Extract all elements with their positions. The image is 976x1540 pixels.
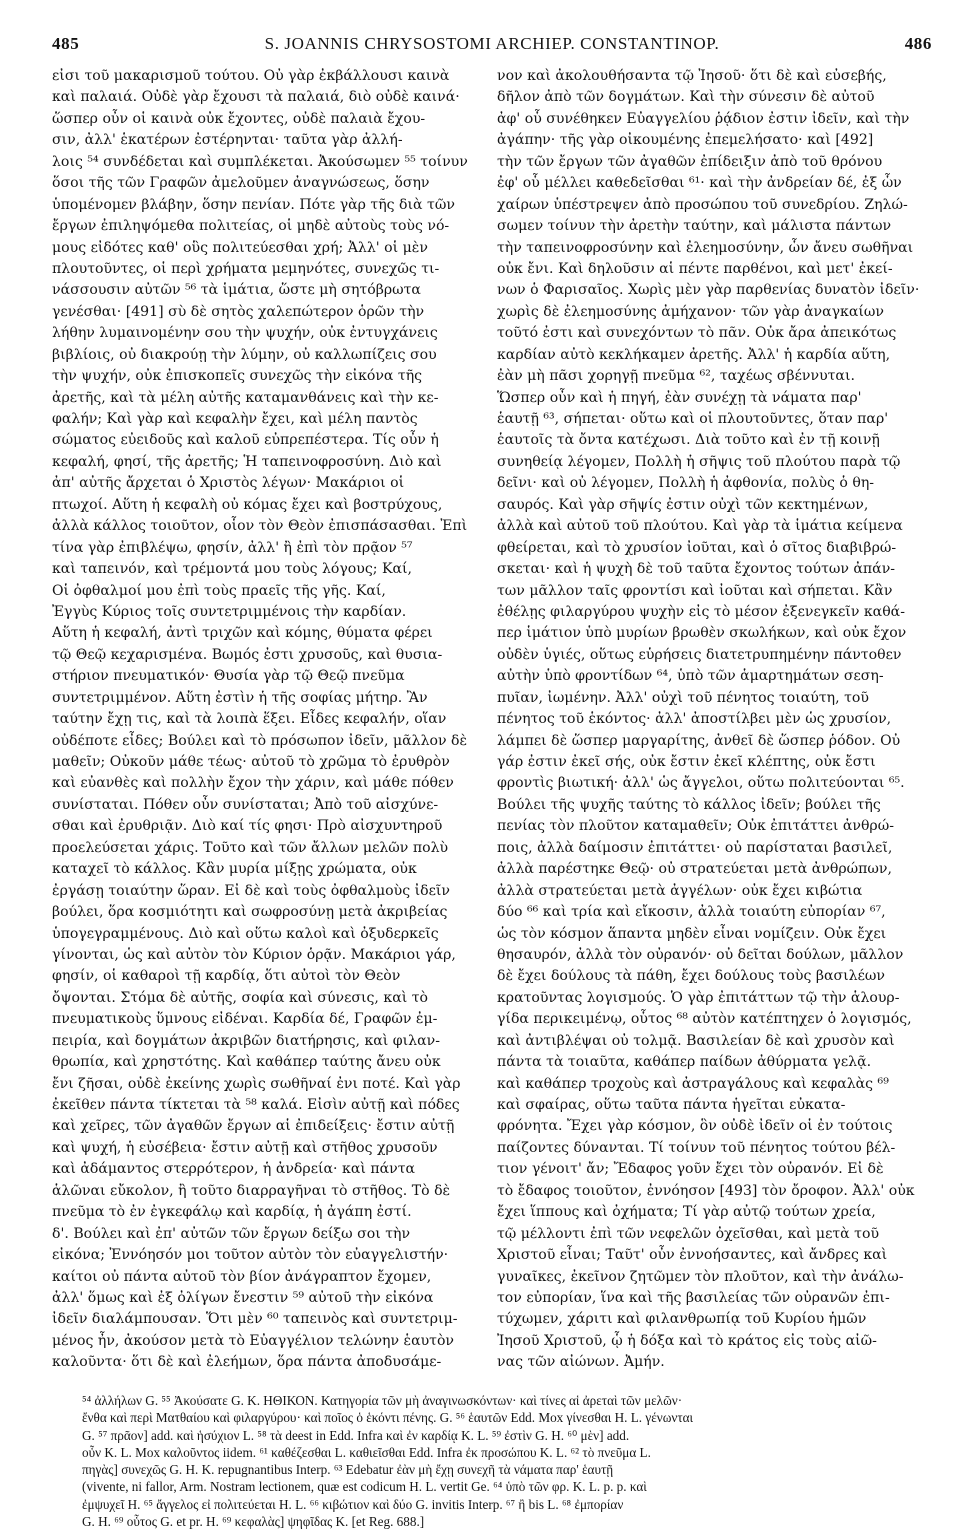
text-line: πενίας τὸν πλοῦτον καταμαθεῖν; Οὐκ ἐπιτάττει ἀνθρώ- <box>497 818 894 835</box>
text-line: ἑαυτοῖς τὰ ὄντα κατέχωσι. Διὰ τοῦτο καὶ ἐν τῇ κοινῇ <box>497 432 880 449</box>
text-line: βιβλίοις, οὐ διακρούῃ τὴν λύμην, οὐ καλλωπίζεις σου <box>52 346 437 363</box>
footnote-line: ἐμψυχεῖ H. ⁶⁵ ἄγγελος εἰ πολιτεύεται H. L. ⁶⁶ κιβώτιον καὶ δύο G. invitis Interp. ⁶⁷ ἢ bis L. ⁶⁸ ἐμπορίαν <box>82 1496 624 1512</box>
text-line: τὴν ψυχήν, οὐκ ἐπισκοπεῖς συνεχῶς τὴν εἰκόνα τῆς <box>52 368 423 385</box>
text-line: Αὕτη ἡ κεφαλή, ἀντὶ τριχῶν καὶ κόμης, θύματα φέρει <box>52 625 433 642</box>
text-line: ὑπογεγραμμένους. Διὸ καὶ οὕτω καλοὶ καὶ ὀξυδερκεῖς <box>52 925 439 942</box>
text-line: πυῖαν, ἰωμένην. Ἀλλ' οὐχὶ τοῦ πένητος τοιαύτη, τοῦ <box>497 689 869 706</box>
text-line: φαλήν; Καὶ γὰρ καὶ κεφαλὴν ἔχει, καὶ μέλη παντὸς <box>52 411 418 427</box>
text-line: ἀλλὰ κάλλος τοιοῦτον, οἷον τὸν Θεὸν ἐπισπάσασθαι. Ἐπὶ <box>52 518 468 535</box>
text-line: Ἐγγὺς Κύριος τοῖς συντετριμμένοις τὴν καρδίαν. <box>52 603 407 620</box>
footnote-line: G. H. ⁶⁹ οὗτος G. et pr. H. ⁶⁹ κεφαλὰς] ψηφῖδας K. [et Reg. 688.] <box>82 1514 425 1530</box>
text-line: συντετριμμένον. Αὕτη ἐστὶν ἡ τῆς σοφίας μήτηρ. Ἂν <box>52 689 428 706</box>
text-line: σιν, ἀλλ' ἑκατέρων ἐστέρηνται· ταῦτα γὰρ ἀλλή- <box>52 132 403 149</box>
text-line: ἁλῶναι εὔκολον, ἢ τοῦτο διαρραγῆναι τὸ στῆθος. Τὸ δὲ <box>52 1182 451 1199</box>
text-line: στήριον πνευματικόν· Θυσία γὰρ τῷ Θεῷ πνεῦμα <box>52 668 405 685</box>
text-line: γενέσθαι· [491] σὺ δὲ σητὸς χαλεπώτερον ὁρῶν τὴν <box>52 303 425 320</box>
text-line: τιον γένοιτ' ἄν; Ἔδαφος γοῦν ἔχει τὸν οὐρανόν. Εἰ δὲ <box>497 1161 884 1178</box>
text-line: γυναῖκες, ἐκεῖνον ζητῶμεν τὸν πλοῦτον, καὶ τὴν ἀνάλω- <box>497 1268 904 1285</box>
text-line: τύχωμεν, χάριτι καὶ φιλανθρωπίᾳ τοῦ Κυρίου ἡμῶν <box>497 1311 867 1328</box>
footnote-line: οὖν K. L. Mox καλοῦντος iidem. ⁶¹ καθέζεσθαι L. καθιεῖσθαι Edd. Infra ἐκ προσώπου K. L. ⁶² τὸ πνεῦμα L. <box>82 1444 651 1460</box>
text-line: καταχεῖ τὸ κάλλος. Κἂν μυρία μίξῃς χρώματα, οὐκ <box>52 861 417 878</box>
text-line: σωμεν τοίνυν τὴν ἀρετὴν ταύτην, καὶ μάλιστα πάντων <box>497 218 892 235</box>
text-line: καίτοι οὐ πάντα αὐτοῦ τὸν βίον ἀνάγραπτον ἔχομεν, <box>52 1268 432 1285</box>
text-line: κρατοῦντας λογισμούς. Ὁ γὰρ ἐπιτάττων τῷ τὴν ἁλουρ- <box>497 989 900 1006</box>
running-head <box>52 34 932 60</box>
text-line: συνηθείᾳ λέγομεν, Πολλὴ ἡ σῆψις τοῦ πλούτου παρὰ τῷ <box>497 453 901 470</box>
text-line: καλοῦντα· ὅτι δὲ καὶ ἐλεήμων, ὅρα πάντα ἀποδυσάμε- <box>52 1354 442 1371</box>
text-line: πνεῦμα τὸ ἐν ἐγκεφάλῳ καὶ καρδίᾳ, ἡ ἀγάπη ἐστί. <box>52 1204 412 1221</box>
text-line: νον καὶ ἀκολουθήσαντα τῷ Ἰησοῦ· ὅτι δὲ καὶ εὐσεβής, <box>497 68 887 84</box>
text-line: φησίν, οἱ καθαροὶ τῇ καρδίᾳ, ὅτι αὐτοὶ τὸν Θεὸν <box>52 968 401 985</box>
text-line: ἐὰν μὴ πᾶσι χορηγῇ πνεῦμα ⁶², ταχέως σβέννυται. <box>497 368 855 385</box>
text-line: τοῦτό ἐστι καὶ συνεχόντων τὸ πᾶν. Οὐκ ἄρα ἀπεικότως <box>497 325 897 342</box>
text-line: πειρία, καὶ δογμάτων ἀκριβῶν διατήρησις, καὶ φιλαν- <box>52 1032 440 1049</box>
text-line: καὶ ἀδάμαντος στερρότερον, ἡ ἀνδρεία· καὶ πάντα <box>52 1161 416 1178</box>
text-line: ὡς τὸν κόσμον ἅπαντα μηδὲν εἶναι νομίζειν. Οὐκ ἔχει <box>497 925 887 942</box>
text-line: ταύτην ἔχῃ τις, καὶ τὰ λοιπὰ ἕξει. Εἶδες κεφαλήν, οἵαν <box>52 711 447 728</box>
page-number-left: 485 <box>52 34 80 53</box>
text-line: Ὥσπερ οὖν καὶ ἡ πηγή, ἐὰν συνέχῃ τὰ νάματα παρ' <box>497 389 862 406</box>
text-line: εἰσι τοῦ μακαρισμοῦ τούτου. Οὐ γὰρ ἐκβάλλουσι καινὰ <box>52 68 450 84</box>
text-line: γίνονται, ὡς καὶ αὐτὸν τὸν Κύριον ὁρᾷν. Μακάριοι γάρ, <box>52 946 456 963</box>
text-line: καὶ ἀντιβλέψαι οὐ τολμᾷ. Βασιλείαν δὲ καὶ χρυσὸν καὶ <box>497 1032 895 1049</box>
text-line: φρόνητα. Ἔχει γὰρ κόσμον, ὃν οὐδὲ ἰδεῖν οἱ ἐν τούτοις <box>497 1118 893 1135</box>
text-line: καὶ χεῖρες, τῶν ἀγαθῶν ἔργων αἱ ἐπιδείξεις· ἔστιν αὐτῇ <box>52 1118 455 1135</box>
page-number-right: 486 <box>904 34 932 53</box>
text-line: λήθην λυμαινομένην σου τὴν ψυχήν, οὐκ ἐντυγχάνεις <box>52 325 438 342</box>
text-line: ἐκεῖθεν πάντα τίκτεται τὰ ⁵⁸ καλά. Εἰσὶν αὐτῇ καὶ πόδες <box>52 1097 460 1113</box>
text-line: καὶ εὐανθὲς καὶ πολλὴν ἔχον τὴν χάριν, καὶ μάθε πόθεν <box>52 775 454 792</box>
text-line: συνίσταται. Πόθεν οὖν συνίσταται; Ἀπὸ τοῦ αἰσχύνε- <box>52 796 439 813</box>
text-line: ἀλλὰ στρατεύεται μετὰ ἀγγέλων· οὐκ ἔχει κιβώτια <box>497 882 863 899</box>
text-line: καὶ ψυχή, ἡ εὐσέβεια· ἔστιν αὐτῇ καὶ στῆθος χρυσοῦν <box>52 1139 438 1156</box>
text-line: λάμπει δὲ ὥσπερ μαργαρίτης, ἀνθεῖ δὲ ὥσπερ ῥόδον. Οὐ <box>497 732 901 749</box>
text-line: δῆλον ἀπὸ τῶν δογμάτων. Καὶ τὴν σύνεσιν δὲ αὐτοῦ <box>497 89 875 106</box>
footnote-line: (vivente, ni fallor, Arm. Nostram lectionem, quæ est codicum H. L. vertit Ge. ⁶⁴ ὑπὸ τῶν φρ. K. L. p. p. καὶ <box>82 1479 647 1495</box>
text-line: χαίρων ὑπέστρεψεν ἀπὸ προσώπου τοῦ συνεδρίου. Ζηλώ- <box>497 196 908 213</box>
text-line: αὐτὴν ὑπὸ φροντίδων ⁶⁴, ὑπὸ τῶν ἁμαρτημάτων σεση- <box>497 668 884 685</box>
text-line: θησαυρόν, ἀλλὰ τὸν οὐρανόν· οὐ δεῖται δούλων, μᾶλλον <box>497 946 904 963</box>
text-line: ποις, ἀλλὰ δαίμοσιν ἐπιτάττει· οὐ παρίσταται βασιλεῖ, <box>497 839 893 856</box>
text-line: εἰκόνα; Ἐννόησόν μοι τοῦτον αὐτὸν τὸν εὐαγγελιστήν· <box>52 1247 449 1264</box>
text-line: ὥσπερ οὖν οἱ καινὰ οὐκ ἔχοντες, οὐδὲ παλαιὰ ἔχου- <box>52 110 426 127</box>
text-column-left <box>52 66 480 1396</box>
text-line: νων ὁ Φαρισαῖος. Χωρὶς μὲν γὰρ παρθενίας δυνατὸν ἰδεῖν· <box>497 282 920 299</box>
text-line: μένος ἦν, ἀκούσον μετὰ τὸ Εὐαγγέλιον τελώνην ἑαυτὸν <box>52 1332 455 1349</box>
text-line: τὴν ταπεινοφροσύνην καὶ ἐλεημοσύνην, ὧν ἄνευ σωθῆναι <box>497 239 914 256</box>
text-line: τῷ Θεῷ κεχαρισμένα. Βωμός ἐστι χρυσοῦς, καὶ θυσια- <box>52 646 443 663</box>
text-line: παίζοντες δύνανται. Τί τοίνυν τοῦ πένητος τούτου βέλ- <box>497 1139 896 1156</box>
text-line: τίνα γὰρ ἐπιβλέψω, φησίν, ἀλλ' ἢ ἐπὶ τὸν πρᾷον ⁵⁷ <box>52 539 413 556</box>
text-line: Βούλει τῆς ψυχῆς ταύτης τὸ κάλλος ἰδεῖν; βούλει τῆς <box>497 796 881 813</box>
text-line: ἐθέλῃς φιλαργύρου ψυχὴν εἰς τὸ μέσον ἐξενεγκεῖν καθά- <box>497 603 905 620</box>
text-line: νάσσουσιν αὐτῶν ⁵⁶ τὰ ἱμάτια, ὥστε μὴ σητόβρωτα <box>52 282 421 299</box>
footnote-line: ἔνθα καὶ περὶ Ματθαίου καὶ φιλαργύρου· καὶ ποῖος ὁ ἑκόντι πένης. G. ⁵⁶ ἑαυτῶν Edd. Mox γίνεσθαι H. L. γένωνται <box>82 1410 694 1426</box>
text-line: ἔργων ἐπιληψόμεθα πολιτείας, οἱ μηδὲ αὐτοὺς τοὺς νό- <box>52 218 450 235</box>
text-line: σθαι καὶ ἐρυθριᾷν. Διὸ καί τίς φησι· Πρὸ αἰσχυντηροῦ <box>52 818 443 835</box>
text-line: ἐργάσῃ τοιαύτην ὥραν. Εἰ δὲ καὶ τοὺς ὀφθαλμοὺς ἰδεῖν <box>52 882 450 899</box>
text-line: γίδα περικειμένῳ, οὗτος ⁶⁸ αὐτὸν κατέπτηχεν ὁ λογισμός, <box>497 1011 912 1028</box>
text-line: σώματος εὐειδοῦς καὶ καλοῦ εὐπρεπέστερα. Τίς οὖν ἡ <box>52 432 439 449</box>
text-line: ὑπομένομεν βλάβην, ὅσην πενίαν. Πότε γὰρ τῆς διὰ τῶν <box>52 196 455 213</box>
text-line: τον εὐπορίαν, ἵνα καὶ τῆς βασιλείας τῶν οὐρανῶν ἐπι- <box>497 1289 890 1306</box>
text-line: οὐδέποτε εἶδες; Βούλει καὶ τὸ πρόσωπον ἰδεῖν, μᾶλλον δὲ <box>52 732 468 749</box>
text-line: ὅσοι τῆς τῶν Γραφῶν ἀμελοῦμεν ἀναγνώσεως, ὅσην <box>52 175 430 192</box>
text-line: ἰδεῖν διαλάμπουσαν. Ὅτι μὲν ⁶⁰ ταπεινὸς καὶ συντετριμ- <box>52 1311 458 1328</box>
text-line: δ'. Βούλει καὶ ἐπ' αὐτῶν τῶν ἔργων δείξω σοι τὴν <box>52 1225 411 1242</box>
text-line: πτωχοί. Αὕτη ἡ κεφαλὴ οὐ κόμας ἔχει καὶ βοστρύχους, <box>52 496 443 513</box>
text-line: δεῖνι· καὶ οὐ λέγομεν, Πολλὴ ἡ ἀφθονία, πολὺς ὁ θη- <box>497 475 875 492</box>
footnote-line: πηγὰς] συνεχῶς G. H. K. repugnantibus Interp. ⁶³ Edebatur ἐὰν μὴ ἔχῃ συνεχῆ τὰ νάματα παρ' ἑαυτῇ <box>82 1462 614 1478</box>
text-line: βούλει, ὅρα κοσμιότητι καὶ σωφροσύνῃ μετὰ ἀκριβείας <box>52 904 448 921</box>
footnote-line: G. ⁵⁷ πρᾶον] add. καὶ ἡσύχιον L. ⁵⁸ τὰ deest in Edd. Infra καὶ ἐν καρδίᾳ K. L. ⁵⁹ ἐστὶν G. H. ⁶⁰ μὲν] add. <box>82 1427 630 1443</box>
text-line: θρωπία, καὶ χρηστότης. Καὶ καθάπερ ταύτης ἄνευ οὐκ <box>52 1054 441 1071</box>
text-line: οὐκ ἔνι. Καὶ δηλοῦσιν αἱ πέντε παρθένοι, καὶ μετ' ἐκεί- <box>497 260 893 277</box>
text-line: ἀλλὰ παρέστηκε Θεῷ· οὐ στρατεύεται μετὰ ἀνθρώπων, <box>497 861 892 878</box>
text-line: ὄψονται. Στόμα δὲ αὐτῆς, σοφία καὶ σύνεσις, καὶ τὸ <box>52 989 429 1006</box>
text-line: ἀρετῆς, καὶ τὰ μέλη αὐτῆς καταμανθάνεις καὶ τὴν κε- <box>52 389 439 406</box>
text-line: τὸ ἔδαφος τοιοῦτον, ἐννόησον [493] τὸν ὄροφον. Ἀλλ' οὐκ <box>497 1182 915 1199</box>
text-line: ἑαυτῇ ⁶³, σήπεται· οὕτω καὶ οἱ πλουτοῦντες, ὅταν παρ' <box>497 411 889 427</box>
text-line: ἔχει ἵππους καὶ ὀχήματα; Τί γὰρ αὐτῷ τούτων χρεία, <box>497 1204 876 1221</box>
text-line: σαυρός. Καὶ γὰρ σῆψίς ἐστιν οὐχὶ τῶν κεκτημένων, <box>497 496 869 513</box>
text-line: ἀλλὰ καὶ αὐτοῦ τοῦ πλούτου. Καὶ γὰρ τὰ ἱμάτια κείμενα <box>497 518 903 535</box>
footnote-line: ⁵⁴ ἀλλήλων G. ⁵⁵ Ἀκούσατε G. K. ΗΘΙΚΟΝ. Κατηγορία τῶν μὴ ἀναγινωσκόντων· καὶ τίνες αἱ ἀρεταὶ τῶν μελῶν· <box>82 1393 683 1408</box>
text-line: δὲ ἔχει δούλους τὰ πάθη, ἔχει δούλους τοὺς βασιλέων <box>497 968 885 985</box>
text-line: καὶ παλαιά. Οὐδὲ γὰρ ἔχουσι τὰ παλαιά, διὸ οὐδὲ καινά· <box>52 89 460 106</box>
text-line: λοις ⁵⁴ συνδέδεται καὶ συμπλέκεται. Ἀκούσωμεν ⁵⁵ τοίνυν <box>52 153 468 170</box>
text-line: καὶ ταπεινόν, καὶ τρέμοντά μου τοὺς λόγους; Καί, <box>52 561 413 578</box>
text-line: καὶ καθάπερ τροχοὺς καὶ ἀστραγάλους καὶ κεφαλὰς ⁶⁹ <box>497 1075 889 1092</box>
text-line: τῷ μέλλοντι ἐπὶ τῶν νεφελῶν ὀχεῖσθαι, καὶ μετὰ τοῦ <box>497 1225 880 1242</box>
text-line: προελεύσεται χάρις. Τοῦτο καὶ τῶν ἄλλων μελῶν πολὺ <box>52 839 449 856</box>
text-line: φροντὶς βιωτική· ἀλλ' ὡς ἄγγελοι, οὕτω πολιτεύονται ⁶⁵. <box>497 775 905 792</box>
text-line: καὶ σφαίρας, οὕτω ταῦτα πάντα ἡγεῖται εὐκατα- <box>497 1097 846 1113</box>
text-line: φθείρεται, καὶ τὸ χρυσίον ἰοῦται, καὶ ὁ σῖτος διαβιβρώ- <box>497 539 897 556</box>
text-line: περ ἱμάτιον ὑπὸ μυρίων βρωθὲν σκωλήκων, καὶ οὐκ ἔχον <box>497 625 907 642</box>
running-title: S. JOANNIS CHRYSOSTOMI ARCHIEP. CONSTANTINOP. <box>264 34 720 53</box>
text-column-right <box>497 66 934 1396</box>
text-line: κεφαλή, φησί, τῆς ἀρετῆς; Ἡ ταπεινοφροσύνη. Διὸ καὶ <box>52 453 442 470</box>
text-line: καρδίαν αὐτὸ κεκλήκαμεν ἀρετῆς. Ἀλλ' ἡ καρδία αὕτη, <box>497 346 891 363</box>
text-line: ἐφ' οὗ μέλλει καθεδεῖσθαι ⁶¹· καὶ τὴν ἀνδρείαν δέ, ἐξ ὧν <box>497 175 902 192</box>
text-line: Ἰησοῦ Χριστοῦ, ᾧ ἡ δόξα καὶ τὸ κράτος εἰς τοὺς αἰῶ- <box>497 1332 877 1349</box>
footnotes-block <box>82 1392 934 1532</box>
text-line: των μᾶλλον ταῖς φροντίσι καὶ ἰοῦται καὶ σήπεται. Κἂν <box>497 582 893 599</box>
text-line: νας τῶν αἰώνων. Ἀμήν. <box>497 1354 665 1371</box>
text-line: Χριστοῦ εἶναι; Ταῦτ' οὖν ἐννοήσαντες, καὶ ἄνδρες καὶ <box>497 1247 888 1264</box>
text-line: πάντα τὰ τοιαῦτα, καθάπερ παίδων ἀθύρματα γελᾷ. <box>497 1054 872 1071</box>
text-line: πνευματικοὺς ὕμνους εἰδέναι. Καρδία δέ, Γραφῶν ἐμ- <box>52 1011 438 1028</box>
text-line: ἀπ' αὐτῆς ἄρχεται ὁ Χριστὸς λέγων· Μακάριοι οἱ <box>52 475 405 492</box>
text-line: χωρὶς δὲ ἐλεημοσύνης ἀμήχανον· τῶν γὰρ ἀναγκαίων <box>497 303 884 320</box>
text-line: Οἱ ὀφθαλμοί μου ἐπὶ τοὺς πραεῖς τῆς γῆς. Καί, <box>52 582 386 599</box>
text-line: μαθεῖν; Οὐκοῦν μάθε τέως· αὐτοῦ τὸ χρῶμα τὸ ἐρυθρὸν <box>52 754 450 770</box>
text-line: πλουτοῦντες, οἱ περὶ χρήματα μεμηνότες, συνεχῶς τι- <box>52 260 440 277</box>
text-line: δύο ⁶⁶ καὶ τρία καὶ εἴκοσιν, ἀλλὰ τοιαύτη εὐπορίαν ⁶⁷, <box>497 904 886 921</box>
text-line: γάρ ἐστιν ἐκεῖ σής, οὐκ ἔστιν ἐκεῖ κλέπτης, οὐκ ἔστι <box>497 754 876 770</box>
text-line: ἀφ' οὗ συνέθηκεν Εὐαγγελίου ῥᾴδιον ἐστιν ἰδεῖν, καὶ τὴν <box>497 110 910 127</box>
text-line: ἔνι ζῆσαι, οὐδὲ ἐκείνης χωρὶς σωθῆναί ἐνι ποτέ. Καὶ γὰρ <box>52 1075 461 1092</box>
text-line: σκεται· καὶ ἡ ψυχὴ δὲ τοῦ ταῦτα ἔχοντος τούτων ἀπάν- <box>497 561 896 578</box>
text-line: ἀλλ' ὅμως καὶ ἐξ ὀλίγων ἔνεστιν ⁵⁹ αὐτοῦ τὴν εἰκόνα <box>52 1289 434 1306</box>
text-line: οὐδὲν ὑγιές, οὕτως εὑρήσεις διατετρυπημένην πάντοθεν <box>497 646 902 663</box>
text-line: τὴν τῶν ἔργων τῶν ἀγαθῶν ἐπίδειξιν ἀπὸ τοῦ θρόνου <box>497 153 883 170</box>
text-line: πένητος τοῦ ἑκόντος· ἀλλ' ἀποστίλβει μὲν ὡς χρυσίον, <box>497 711 892 728</box>
text-line: ἀγάπην· τῆς γὰρ οἰκουμένης ἐπεμελήσατο· καὶ [492] <box>497 132 874 149</box>
text-line: μους εἰδότες καθ' οὓς πολιτεύεσθαι χρή; Ἀλλ' οἱ μὲν <box>52 239 428 256</box>
